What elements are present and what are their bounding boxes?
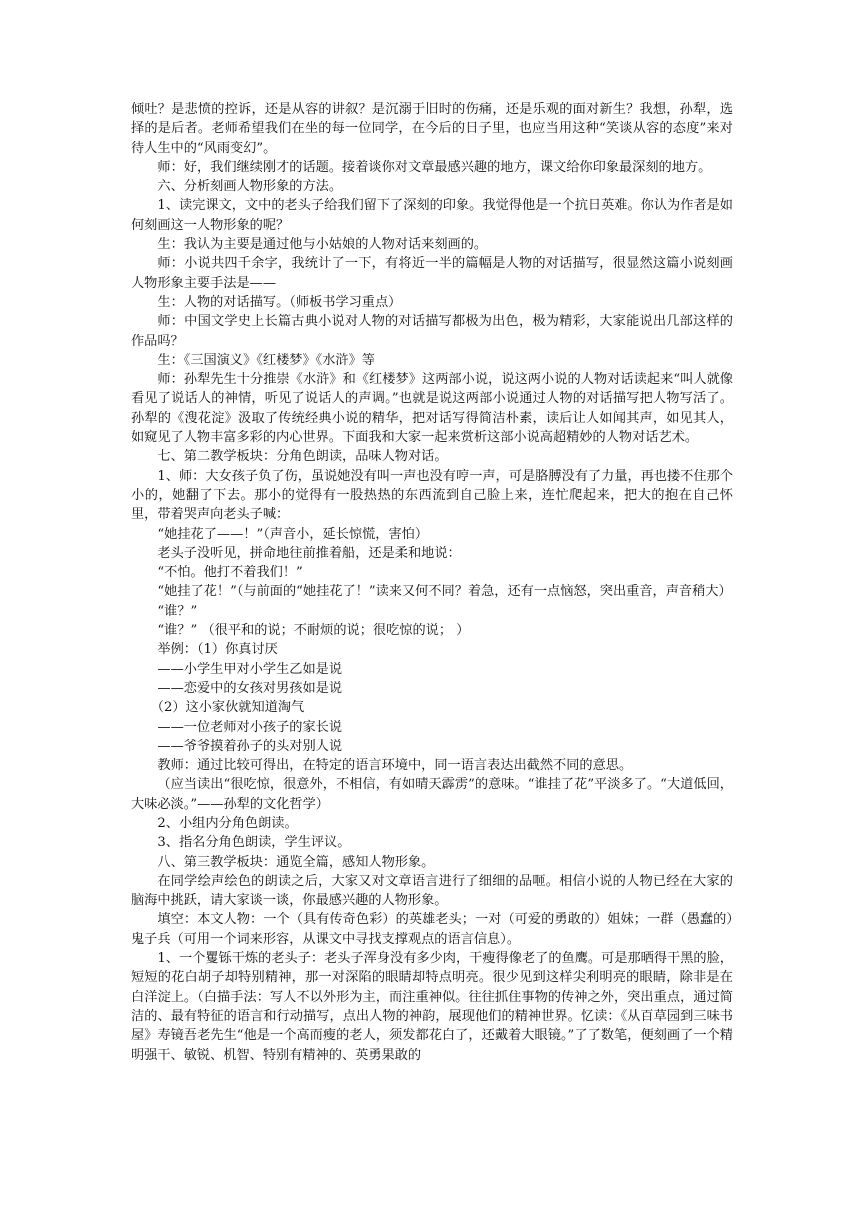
paragraph: 填空：本文人物：一个（具有传奇色彩）的英雄老头；一对（可爱的勇敢的）姐妹；一群（愚蠢的）鬼子兵（可用一个词来形容，从课文中寻找支撑观点的语言信息）。 xyxy=(131,912,733,947)
paragraph: （应当读出“很吃惊，很意外，不相信，有如晴天霹雳”的意味。“谁挂了花”平淡多了。“大道低回，大味必淡。”——孙犁的文化哲学） xyxy=(131,777,733,812)
paragraph: 师：好，我们继续刚才的话题。接着谈你对文章最感兴趣的地方，课文给你印象最深刻的地方。 xyxy=(157,159,712,175)
paragraph: 生：人物的对话描写。（师板书学习重点） xyxy=(157,294,402,310)
paragraph: “她挂了花！”（与前面的“她挂花了！”读来又何不同？着急，还有一点恼怒，突出重音，声音稍大） xyxy=(157,584,732,600)
paragraph: 1、一个矍铄干炼的老头子：老头子浑身没有多少肉，干瘦得像老了的鱼鹰。可是那晒得干黑的脸，短短的花白胡子却特别精神，那一对深陷的眼睛却特点明亮。很少见到这样尖利明亮的眼睛，除非是在白洋淀上。（白描手法：写人不以外形为主，而注重神似。往往抓住事物的传神之外，突出重点，通过简洁的、最有特征的语言和行动描写，点出人物的神韵，展现他们的精神世界。忆读：《从百草园到三味书屋》寿镜吾老先生“他是一个高而瘦的老人，须发都花白了，还戴着大眼镜。”了了数笔，便刻画了一个精明强干、敏锐、机智、特别有精神的、英勇果敢的 xyxy=(131,951,733,1063)
paragraph: 老头子没听见，拼命地往前推着船，还是柔和地说： xyxy=(157,545,461,561)
paragraph: （2）这小家伙就知道淘气 xyxy=(150,700,305,716)
paragraph: 师：中国文学史上长篇古典小说对人物的对话描写都极为出色，极为精彩，大家能说出几部这样的作品吗？ xyxy=(131,314,733,349)
paragraph: “不怕。他打不着我们！” xyxy=(157,565,303,581)
paragraph: 3、指名分角色朗读，学生评议。 xyxy=(157,835,351,851)
paragraph: ——一位老师对小孩子的家长说 xyxy=(157,719,343,735)
document-page xyxy=(131,100,733,1065)
paragraph: 倾吐？是悲愤的控诉，还是从容的讲叙？是沉溺于旧时的伤痛，还是乐观的面对新生？我想，孙犁，选择的是后者。老师希望我们在坐的每一位同学，在今后的日子里，也应当用这种“笑谈从容的态度”来对待人生中的“风雨变幻”。 xyxy=(131,102,733,156)
paragraph: ——小学生甲对小学生乙如是说 xyxy=(157,661,343,677)
paragraph: 1、师：大女孩子负了伤，虽说她没有叫一声也没有哼一声，可是胳膊没有了力量，再也搂不住那个小的，她翻了下去。那小的觉得有一股热热的东西流到自己脸上来，连忙爬起来，把大的抱在自己怀里，带着哭声向老头子喊： xyxy=(131,468,733,523)
paragraph: 在同学绘声绘色的朗读之后，大家又对文章语言进行了细细的品咂。相信小说的人物已经在大家的脑海中挑跃，请大家谈一谈，你最感兴趣的人物形象。 xyxy=(131,873,733,909)
paragraph: “谁？” （很平和的说；不耐烦的说；很吃惊的说； ） xyxy=(157,623,470,639)
paragraph: 生：《三国演义》《红楼梦》《水浒》等 xyxy=(157,352,375,368)
paragraph: 2、小组内分角色朗读。 xyxy=(157,815,298,831)
paragraph: 教师：通过比较可得出，在特定的语言环境中，同一语言表达出截然不同的意思。 xyxy=(157,758,633,774)
paragraph: “谁？” xyxy=(157,603,198,619)
paragraph: 师：小说共四千余字，我统计了一下，有将近一半的篇幅是人物的对话描写，很显然这篇小说刻画人物形象主要手法是—— xyxy=(131,256,733,291)
paragraph: ——恋爱中的女孩对男孩如是说 xyxy=(157,680,343,696)
paragraph: 六、分析刻画人物形象的方法。 xyxy=(157,179,343,195)
paragraph: ——爷爷摸着孙子的头对别人说 xyxy=(157,738,343,754)
paragraph: 八、第三教学板块：通览全篇，感知人物形象。 xyxy=(157,854,435,870)
paragraph: 七、第二教学板块：分角色朗读，品味人物对话。 xyxy=(157,449,448,465)
paragraph: 生：我认为主要是通过他与小姑娘的人物对话来刻画的。 xyxy=(157,237,488,253)
paragraph: 师：孙犁先生十分推崇《水浒》和《红楼梦》这两部小说，说这两小说的人物对话读起来“叫人就像看见了说话人的神情，听见了说话人的声调。”也就是说这两部小说通过人物的对话描写把人物写活了。孙犁的《溲花淀》汲取了传统经典小说的精华，把对话写得简洁朴素，读后让人如闻其声，如见其人，如窥见了人物丰富多彩的内心世界。下面我和大家一起来赏析这部小说高超精妙的人物对话艺术。 xyxy=(131,372,733,446)
paragraph: 举例：（1）你真讨厌 xyxy=(157,642,278,658)
paragraph: “她挂花了——！”（声音小，延长惊慌，害怕） xyxy=(157,526,429,542)
paragraph: 1、读完课文，文中的老头子给我们留下了深刻的印象。我觉得他是一个抗日英难。你认为作者是如何刻画这一人物形象的呢？ xyxy=(131,198,733,233)
